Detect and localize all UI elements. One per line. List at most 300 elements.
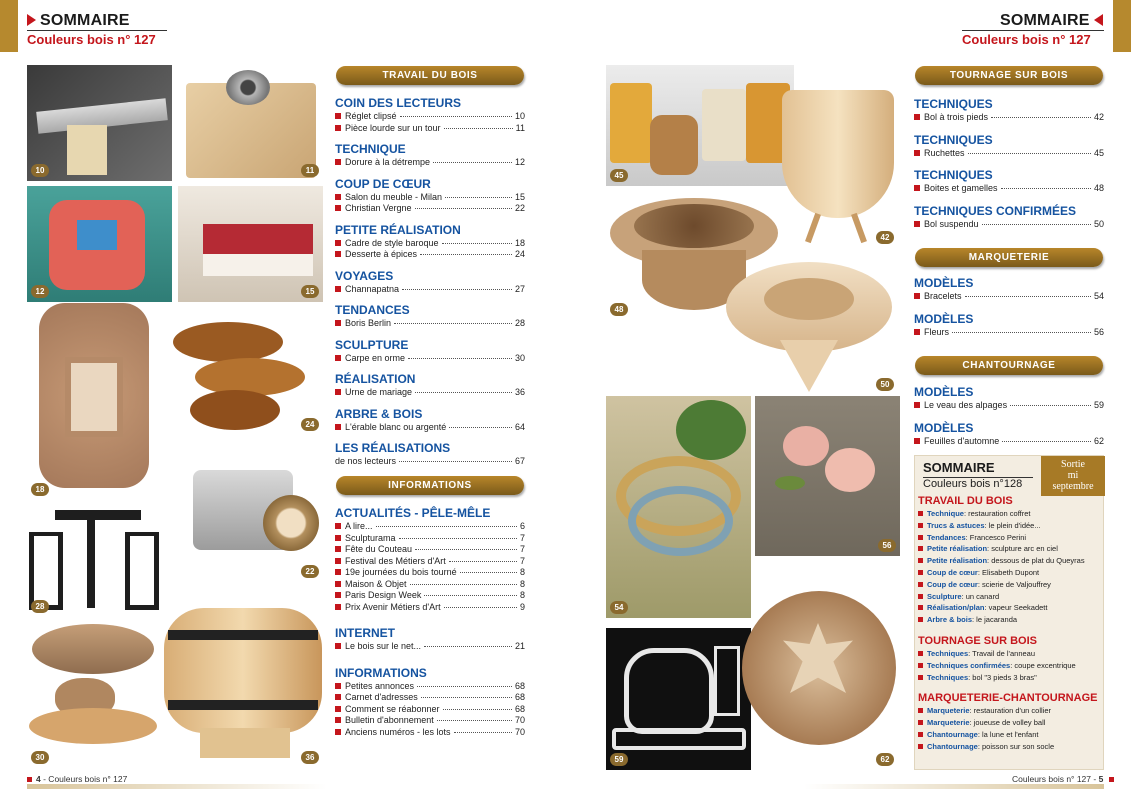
dot-leader xyxy=(449,427,512,428)
square-bullet-icon xyxy=(335,569,341,575)
toc-item-title: Bracelets xyxy=(924,291,962,301)
toc-section-title: TECHNIQUES xyxy=(914,97,993,111)
next-item xyxy=(918,660,1105,672)
next-issue-box xyxy=(914,455,1104,770)
dot-leader xyxy=(442,243,512,244)
photo-number-badge: 54 xyxy=(610,601,628,614)
next-item-topic: Chantournage xyxy=(927,741,978,751)
toc-item-page: 22 xyxy=(514,203,525,213)
next-item xyxy=(918,648,1105,660)
toc-item-page: 9 xyxy=(519,601,525,612)
toc-item-page: 68 xyxy=(514,703,525,714)
toc-list-tournage xyxy=(914,97,1104,230)
toc-item-page: 15 xyxy=(514,191,525,202)
photo-feuilles-automne xyxy=(738,585,898,770)
next-item-desc: : un canard xyxy=(961,591,1000,601)
toc-item xyxy=(335,238,525,250)
toc-section xyxy=(335,407,525,434)
arrow-right-icon xyxy=(27,14,36,26)
toc-item-title: Anciens numéros - les lots xyxy=(345,726,451,737)
square-bullet-icon xyxy=(335,286,341,292)
next-item-topic: Arbre & bois xyxy=(927,615,973,625)
square-bullet-icon xyxy=(914,293,920,299)
photo-number-badge: 62 xyxy=(876,753,894,766)
toc-item-page: 21 xyxy=(514,641,525,651)
next-item xyxy=(918,579,1105,591)
photo-number-badge: 22 xyxy=(301,565,319,578)
square-bullet-icon xyxy=(335,355,341,361)
header-rule-right xyxy=(962,30,1104,31)
square-bullet-icon xyxy=(335,389,341,395)
next-item xyxy=(918,717,1105,729)
next-issue-title: SOMMAIRE xyxy=(923,460,995,475)
next-item-desc: : restauration d'un collier xyxy=(969,706,1051,716)
next-item-topic: Sculpture xyxy=(927,591,962,601)
dot-leader xyxy=(991,117,1091,118)
square-bullet-icon xyxy=(335,240,341,246)
photo-number-badge: 18 xyxy=(31,483,49,496)
toc-section xyxy=(914,97,1104,124)
square-bullet-icon xyxy=(335,717,341,723)
header-subtitle-left: Couleurs bois n° 127 xyxy=(27,32,156,47)
toc-item xyxy=(335,590,525,602)
next-item-desc: : le plein d'idée... xyxy=(984,520,1041,530)
dot-leader xyxy=(1010,405,1091,406)
square-bullet-icon xyxy=(335,113,341,119)
dot-leader xyxy=(399,461,512,462)
toc-section-title: TENDANCES xyxy=(335,303,410,317)
photo-number-badge: 12 xyxy=(31,285,49,298)
square-bullet-icon xyxy=(335,558,341,564)
toc-item xyxy=(335,704,525,716)
dot-leader xyxy=(376,526,517,527)
next-item-topic: Techniques xyxy=(927,648,969,658)
badge-line: Sortie xyxy=(1061,459,1085,470)
photo-cadre-baroque xyxy=(27,295,159,500)
photo-number-badge: 59 xyxy=(610,753,628,766)
square-bullet-icon xyxy=(335,706,341,712)
toc-item-page: 70 xyxy=(514,715,525,725)
toc-item-title: Boris Berlin xyxy=(345,318,392,328)
square-bullet-icon xyxy=(918,558,923,563)
photo-christian-vergne xyxy=(178,440,323,582)
photo-bol-trois-pieds xyxy=(780,88,898,248)
square-bullet-icon xyxy=(918,605,923,610)
toc-item xyxy=(335,111,525,123)
next-item-topic: Techniques confirmées xyxy=(927,660,1011,670)
toc-item xyxy=(335,533,525,545)
square-bullet-icon xyxy=(335,523,341,529)
photo-urne-mariage xyxy=(160,600,323,768)
dot-leader xyxy=(408,358,512,359)
next-item xyxy=(918,532,1105,544)
toc-section xyxy=(335,96,525,134)
square-bullet-icon xyxy=(918,546,923,551)
toc-item xyxy=(335,521,525,533)
next-item-desc: : sculpture arc en ciel xyxy=(987,544,1058,554)
toc-item-title: Feuilles d'automne xyxy=(924,435,1000,446)
square-bullet-icon xyxy=(335,320,341,326)
toc-item-title: Desserte à épices xyxy=(345,249,418,259)
next-item-desc: : dessous de plat du Queyras xyxy=(987,556,1085,566)
photo-number-badge: 28 xyxy=(31,600,49,613)
dot-leader xyxy=(968,153,1091,154)
toc-item-page: 8 xyxy=(519,578,525,589)
dot-leader xyxy=(417,686,512,687)
toc-item-page: 7 xyxy=(519,532,525,543)
square-bullet-icon xyxy=(918,744,923,749)
toc-item xyxy=(914,436,1104,448)
square-bullet-icon xyxy=(335,694,341,700)
next-item-topic: Coup de cœur xyxy=(927,567,978,577)
banner-chantournage: CHANTOURNAGE xyxy=(915,356,1103,375)
photo-number-badge: 45 xyxy=(610,169,628,182)
next-item-topic: Petite réalisation xyxy=(927,544,988,554)
toc-item xyxy=(335,422,525,434)
toc-item xyxy=(914,148,1104,160)
toc-section-title: SCULPTURE xyxy=(335,337,409,352)
dot-leader xyxy=(410,584,517,585)
next-item xyxy=(918,591,1105,603)
square-bullet-icon xyxy=(918,732,923,737)
next-group-title: TRAVAIL DU BOIS xyxy=(918,495,1013,507)
square-bullet-icon xyxy=(914,329,920,335)
next-item xyxy=(918,520,1105,532)
next-item-topic: Marqueterie xyxy=(927,718,970,728)
toc-item-page: 48 xyxy=(1093,183,1104,193)
toc-item-title: Festival des Métiers d'Art xyxy=(345,555,446,566)
toc-item-title: Sculpturama xyxy=(345,532,396,543)
photo-salon-milan xyxy=(178,186,323,302)
next-item-topic: Trucs & astuces xyxy=(927,520,985,530)
toc-section xyxy=(914,168,1104,195)
dot-leader xyxy=(444,607,517,608)
toc-item-page: 8 xyxy=(519,567,525,577)
toc-section-title: TECHNIQUES CONFIRMÉES xyxy=(914,203,1077,218)
toc-item-page: 12 xyxy=(514,157,525,167)
toc-item-title: Petites annonces xyxy=(345,680,415,691)
square-bullet-icon xyxy=(335,729,341,735)
next-item-topic: Petite réalisation xyxy=(927,556,988,566)
toc-item-page: 8 xyxy=(519,590,525,600)
arrow-left-icon xyxy=(1094,14,1103,26)
dot-leader xyxy=(1002,441,1091,442)
square-bullet-icon xyxy=(335,251,341,257)
toc-item-title: Christian Vergne xyxy=(345,203,412,213)
toc-item-page: 36 xyxy=(514,387,525,397)
dot-leader xyxy=(965,296,1091,297)
page-tab-right xyxy=(1113,0,1131,52)
toc-list-travail xyxy=(335,96,525,468)
toc-section-title: MODÈLES xyxy=(914,420,974,435)
header-subtitle-right: Couleurs bois n° 127 xyxy=(962,32,1091,47)
next-item xyxy=(918,741,1105,753)
toc-item-title: Fête du Couteau xyxy=(345,544,413,554)
next-item-desc: : la lune et l'enfant xyxy=(977,729,1039,739)
toc-section xyxy=(914,204,1104,231)
toc-item-page: 56 xyxy=(1093,326,1104,337)
square-bullet-icon xyxy=(335,125,341,131)
square-bullet-icon xyxy=(914,402,920,408)
square-bullet-icon xyxy=(914,185,920,191)
next-item-topic: Coup de cœur xyxy=(927,579,978,589)
dot-leader xyxy=(460,572,517,573)
next-item xyxy=(918,555,1105,567)
square-bullet-icon xyxy=(918,651,923,656)
next-item-desc: : bol "3 pieds 3 bras" xyxy=(968,672,1037,682)
toc-section-title: TECHNIQUES xyxy=(914,132,993,147)
toc-section xyxy=(335,223,525,261)
dot-leader xyxy=(394,323,512,324)
square-bullet-icon xyxy=(914,438,920,444)
toc-item xyxy=(335,727,525,739)
toc-section-title: MODÈLES xyxy=(914,276,974,290)
square-bullet-icon xyxy=(335,683,341,689)
next-group xyxy=(915,634,1105,683)
toc-section-title: COUP DE CŒUR xyxy=(335,176,431,191)
banner-travail-du-bois: TRAVAIL DU BOIS xyxy=(336,66,524,85)
square-bullet-icon xyxy=(335,194,341,200)
square-bullet-icon xyxy=(335,643,341,649)
square-bullet-icon xyxy=(918,535,923,540)
toc-list-chantournage xyxy=(914,385,1104,447)
photo-number-badge: 15 xyxy=(301,285,319,298)
next-group-title: TOURNAGE SUR BOIS xyxy=(918,634,1037,647)
next-issue-subtitle: Couleurs bois n°128 xyxy=(923,478,1023,490)
header-rule-left xyxy=(27,30,167,31)
next-item-desc: : restauration coffret xyxy=(963,509,1031,518)
toc-item-page: 42 xyxy=(1093,112,1104,122)
dot-leader xyxy=(415,208,512,209)
toc-section-title: ACTUALITÉS - PÊLE-MÊLE xyxy=(335,506,491,520)
toc-item-page: 68 xyxy=(514,680,525,691)
toc-item-title: Maison & Objet xyxy=(345,578,407,589)
next-item-desc: : Travail de l'anneau xyxy=(968,648,1036,658)
next-item-topic: Marqueterie xyxy=(927,706,970,716)
toc-item-page: 54 xyxy=(1093,291,1104,301)
dot-leader xyxy=(415,392,512,393)
dot-leader xyxy=(415,549,517,550)
toc-item xyxy=(914,219,1104,231)
toc-item xyxy=(335,602,525,614)
toc-section-title: MODÈLES xyxy=(914,385,974,399)
banner-informations: INFORMATIONS xyxy=(336,476,524,495)
footer-right xyxy=(1012,774,1114,784)
toc-item-title: Réglet clipsé xyxy=(345,111,397,121)
next-item xyxy=(918,543,1105,555)
toc-item-page: 18 xyxy=(514,237,525,248)
dot-leader xyxy=(402,289,512,290)
toc-item xyxy=(335,203,525,215)
square-bullet-icon xyxy=(914,114,920,120)
square-bullet-icon xyxy=(914,150,920,156)
photo-number-badge: 42 xyxy=(876,231,894,244)
next-item-desc: : Elisabeth Dupont xyxy=(977,567,1040,577)
square-bullet-icon xyxy=(918,720,923,725)
toc-section-title: INFORMATIONS xyxy=(335,665,427,680)
square-bullet-icon xyxy=(918,675,923,680)
toc-item-page: 6 xyxy=(519,521,525,531)
next-item-desc: : scierie de Valjouffrey xyxy=(977,579,1051,589)
toc-section-title: COIN DES LECTEURS xyxy=(335,96,462,110)
next-item-topic: Chantournage xyxy=(927,729,978,739)
toc-item-title: 19e journées du bois tourné xyxy=(345,567,457,577)
toc-item xyxy=(335,284,525,296)
square-bullet-icon xyxy=(914,221,920,227)
toc-item xyxy=(914,291,1104,303)
toc-section-title: TECHNIQUE xyxy=(335,142,406,156)
toc-item xyxy=(914,327,1104,339)
toc-section-title: INTERNET xyxy=(335,626,395,640)
next-issue-badge xyxy=(1041,456,1105,496)
next-item-desc: : le jacaranda xyxy=(972,615,1018,625)
dot-leader xyxy=(445,197,512,198)
toc-section-title: TECHNIQUES xyxy=(914,168,993,182)
toc-item xyxy=(335,715,525,727)
toc-section xyxy=(914,312,1104,339)
toc-item xyxy=(335,353,525,365)
photo-number-badge: 24 xyxy=(301,418,319,431)
toc-section xyxy=(335,626,525,653)
toc-section xyxy=(914,133,1104,160)
toc-item-page: 68 xyxy=(514,692,525,702)
square-bullet-icon xyxy=(335,604,341,610)
toc-item xyxy=(335,556,525,568)
dot-leader xyxy=(454,732,512,733)
photo-number-badge: 50 xyxy=(876,378,894,391)
square-bullet-icon xyxy=(918,523,923,528)
toc-item xyxy=(335,157,525,169)
next-item xyxy=(918,729,1105,741)
toc-item-title: Channapatna xyxy=(345,283,400,294)
photo-veau-alpages xyxy=(606,628,751,770)
toc-section xyxy=(335,441,525,468)
toc-item-title: A lire... xyxy=(345,521,373,531)
banner-marqueterie: MARQUETERIE xyxy=(915,248,1103,267)
toc-item-title: L'érable blanc ou argenté xyxy=(345,421,447,432)
toc-item-title: Bol à trois pieds xyxy=(924,112,989,122)
toc-item-page: 24 xyxy=(514,249,525,259)
toc-item xyxy=(335,579,525,591)
header-title-right: SOMMAIRE xyxy=(1000,12,1090,29)
dot-leader xyxy=(444,128,513,129)
photo-number-badge: 11 xyxy=(301,164,319,177)
footer-left xyxy=(27,774,127,784)
next-item-topic: Technique xyxy=(927,509,964,518)
next-item-topic: Tendances xyxy=(927,532,966,542)
toc-item-title: Ruchettes xyxy=(924,147,965,158)
toc-item xyxy=(335,544,525,556)
photo-dorure xyxy=(27,186,172,302)
toc-item-page: 30 xyxy=(514,352,525,363)
page-number-left: 4 xyxy=(36,774,41,784)
square-bullet-icon xyxy=(27,777,32,782)
toc-item-title: Le veau des alpages xyxy=(924,400,1008,410)
toc-section xyxy=(914,421,1104,448)
toc-item xyxy=(335,456,525,468)
toc-section xyxy=(335,372,525,399)
square-bullet-icon xyxy=(335,159,341,165)
dot-leader xyxy=(437,720,512,721)
dot-leader xyxy=(421,697,512,698)
toc-item-title: Paris Design Week xyxy=(345,590,422,600)
square-bullet-icon xyxy=(335,581,341,587)
toc-item xyxy=(335,681,525,693)
banner-tournage-sur-bois: TOURNAGE SUR BOIS xyxy=(915,66,1103,85)
photo-desserte-epices xyxy=(165,300,323,435)
next-item xyxy=(918,602,1105,614)
square-bullet-icon xyxy=(335,592,341,598)
toc-item xyxy=(335,249,525,261)
toc-item-title: Comment se réabonner xyxy=(345,703,440,714)
next-item xyxy=(918,567,1105,579)
photo-number-badge: 30 xyxy=(31,751,49,764)
next-item-desc: : vapeur Seekadett xyxy=(984,603,1048,613)
toc-item xyxy=(335,387,525,399)
dot-leader xyxy=(399,538,517,539)
toc-item xyxy=(914,183,1104,195)
photo-piece-lourde xyxy=(178,65,323,181)
toc-item-title: Pièce lourde sur un tour xyxy=(345,122,441,133)
photo-reglet-clipse xyxy=(27,65,172,181)
next-item-topic: Réalisation/plan xyxy=(927,603,985,613)
footer-bar-right xyxy=(804,784,1104,789)
toc-item-title: Cadre de style baroque xyxy=(345,237,439,248)
next-item-desc: : Francesco Perini xyxy=(965,532,1027,542)
next-item-desc: : coupe excentrique xyxy=(1010,660,1076,670)
toc-item-page: 67 xyxy=(514,456,525,466)
toc-item xyxy=(914,112,1104,124)
toc-item-title: Prix Avenir Métiers d'Art xyxy=(345,601,441,612)
next-item xyxy=(918,672,1105,684)
square-bullet-icon xyxy=(918,582,923,587)
next-group xyxy=(915,494,1105,626)
page-number-right: 5 xyxy=(1098,774,1104,784)
next-item xyxy=(918,508,1105,520)
toc-list-marqueterie xyxy=(914,276,1104,338)
toc-section xyxy=(335,666,525,739)
photo-number-badge: 36 xyxy=(301,751,319,764)
toc-section xyxy=(914,276,1104,303)
toc-section-title: RÉALISATION xyxy=(335,372,416,386)
toc-item xyxy=(335,692,525,704)
toc-item-title: de nos lecteurs xyxy=(335,456,397,466)
toc-item-title: Carnet d'adresses xyxy=(345,692,418,702)
next-issue-groups xyxy=(915,494,1105,753)
square-bullet-icon xyxy=(918,708,923,713)
square-bullet-icon xyxy=(335,205,341,211)
toc-item-title: Salon du meuble - Milan xyxy=(345,191,443,202)
toc-item-title: Boites et gamelles xyxy=(924,183,998,193)
toc-item-page: 59 xyxy=(1093,400,1104,410)
square-bullet-icon xyxy=(335,535,341,541)
toc-item-title: Carpe en orme xyxy=(345,352,406,363)
square-bullet-icon xyxy=(918,511,923,516)
toc-section xyxy=(335,303,525,330)
photo-fleurs xyxy=(755,396,900,556)
toc-section-title: PETITE RÉALISATION xyxy=(335,222,461,237)
dot-leader xyxy=(443,709,512,710)
page-tab-left xyxy=(0,0,18,52)
next-item-topic: Techniques xyxy=(927,672,969,682)
toc-item xyxy=(335,318,525,330)
toc-item xyxy=(335,192,525,204)
toc-item-page: 7 xyxy=(519,555,525,566)
square-bullet-icon xyxy=(918,594,923,599)
toc-item xyxy=(914,400,1104,412)
toc-section-title: LES RÉALISATIONS xyxy=(335,441,451,455)
toc-item xyxy=(335,567,525,579)
